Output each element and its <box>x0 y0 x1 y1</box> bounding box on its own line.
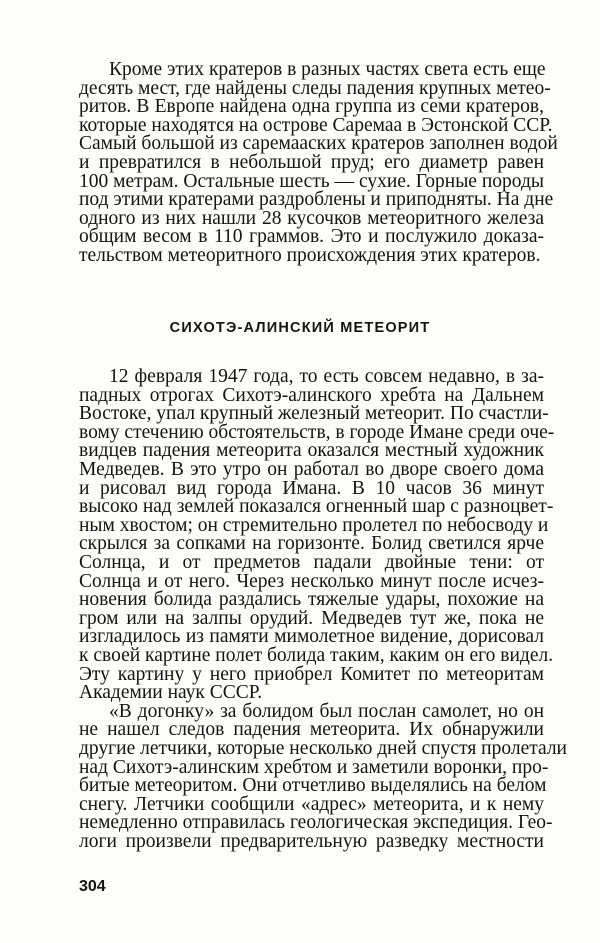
text-line: Солнца, и от предметов падали двойные тени: от <box>79 552 544 573</box>
text-line: падных отрогах Сихотэ-алинского хребта на Дальнем <box>79 384 544 406</box>
text-line: общим весом в 110 граммов. Это и послужило доказа- <box>79 226 544 248</box>
text-line: Медведев. В это утро он работал во дворе своего дома <box>79 459 544 480</box>
text-line: высоко над землей показался огненный шар с разноцвет- <box>79 496 554 518</box>
text-line: вому стечению обстоятельств, в городе Имане среди оче- <box>79 421 555 443</box>
text-line: скрылся за сопками на горизонте. Болид светился ярче <box>79 533 544 555</box>
text-line: под этими кратерами раздроблены и приподняты. На дне <box>79 189 554 211</box>
text-line: над Сихотэ-алинским хребтом и заметили воронки, про- <box>79 756 549 778</box>
section-heading: СИХОТЭ-АЛИНСКИЙ МЕТЕОРИТ <box>169 320 431 336</box>
text-line: 100 метрам. Остальные шесть — сухие. Горные породы <box>79 170 544 192</box>
text-line: битые метеоритом. Они отчетливо выделялись на белом <box>79 775 547 797</box>
text-line: ным хвостом; он стремительно пролетел по небосводу и <box>79 514 549 536</box>
text-line: Кроме этих кратеров в разных частях света есть еще <box>109 59 546 80</box>
text-line: к своей картине полет болида таким, каким он его видел. <box>79 645 554 666</box>
page-number: 304 <box>79 878 106 895</box>
text-line: Солнца и от него. Через несколько минут после исчез- <box>79 570 544 592</box>
text-line: изгладилось из памяти мимолетное видение, дорисовал <box>79 626 544 648</box>
text-line: новения болида раздались тяжелые удары, похожие на <box>79 589 544 611</box>
text-line: которые находятся на острове Саремаа в Эстонской ССР. <box>79 114 553 136</box>
text-line: «В догонку» за болидом был послан самолет, но он <box>109 700 544 722</box>
text-line: логи произвели предварительную разведку местности <box>79 831 544 852</box>
text-line: не нашел следов падения метеорита. Их обнаружили <box>79 719 544 741</box>
text-line: тельством метеоритного происхождения этих кратеров. <box>79 245 541 266</box>
text-line: другие летчики, которые несколько дней спустя пролетали <box>79 738 567 759</box>
text-line: Востоке, упал крупный железный метеорит. По счастли- <box>79 403 549 425</box>
text-line: Академии наук СССР. <box>79 682 263 704</box>
text-line: Эту картину у него приобрел Комитет по метеоритам <box>79 663 544 685</box>
text-line: 12 февраля 1947 года, то есть совсем недавно, в за- <box>109 366 544 387</box>
text-line: Самый большой из саремааских кратеров заполнен водой <box>79 133 558 155</box>
text-line: ритов. В Европе найдена одна группа из семи кратеров, <box>79 96 544 118</box>
text-line: и превратился в небольшой пруд; его диаметр равен <box>79 152 544 173</box>
text-line: снегу. Летчики сообщили «адрес» метеорита, и к нему <box>79 793 544 815</box>
text-line: десять мест, где найдены следы падения крупных метео- <box>79 77 551 99</box>
text-line: и рисовал вид города Имана. В 10 часов 36 минут <box>79 477 544 499</box>
text-line: видцев падения метеорита оказался местный художник <box>79 440 544 462</box>
text-line: одного из них нашли 28 кусочков метеоритного железа <box>79 207 544 229</box>
text-line: немедленно отправилась геологическая экспедиция. Гео- <box>79 812 553 834</box>
text-line: гром или на залпы орудий. Медведев тут же, пока не <box>79 607 544 629</box>
